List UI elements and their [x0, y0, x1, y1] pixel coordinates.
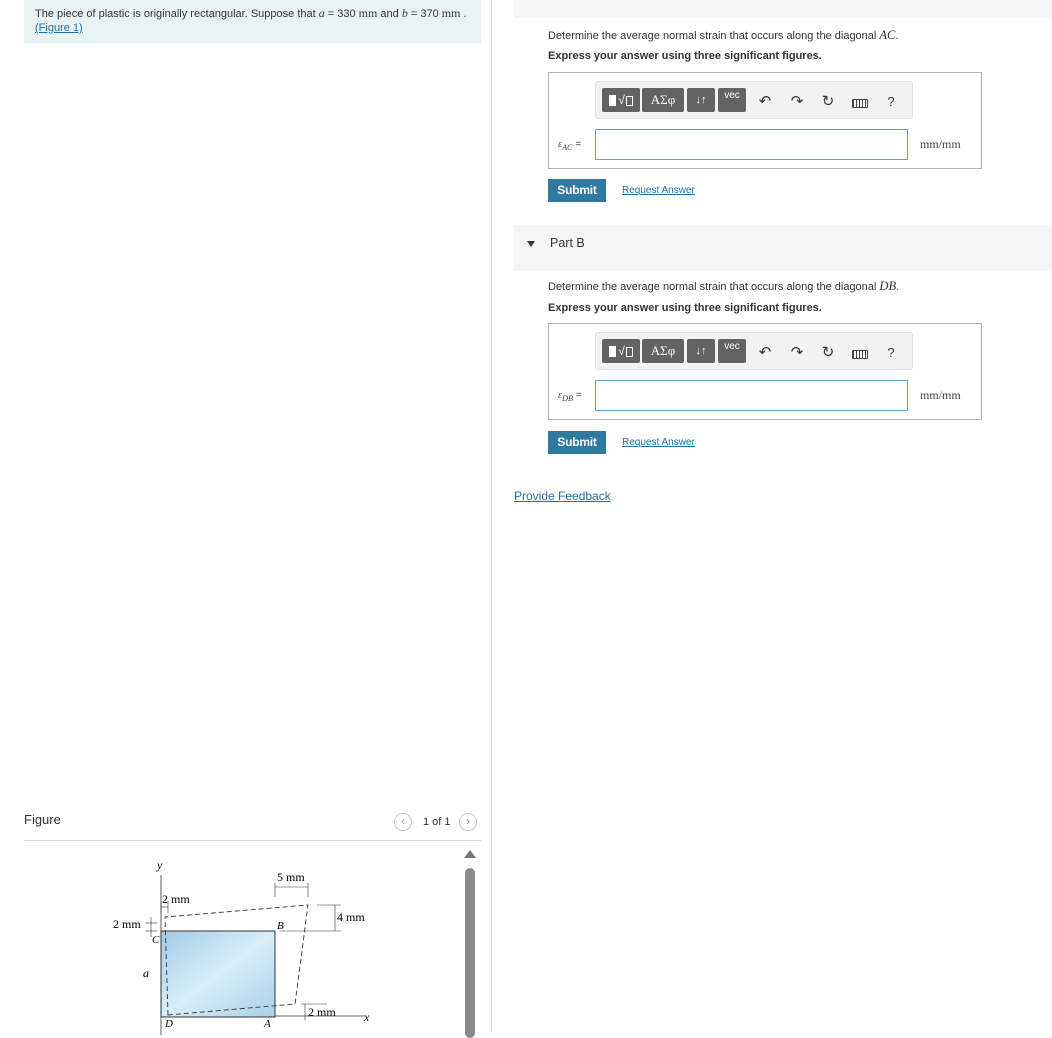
part-b-math-toolbar	[595, 332, 913, 370]
template-block-icon	[609, 346, 616, 357]
part-a-question	[548, 28, 898, 43]
var-b: b	[401, 6, 408, 20]
dim-label-2mm-bottom: 2 mm	[308, 1005, 336, 1019]
part-b-header[interactable]	[514, 225, 1052, 271]
part-a-question-text: Determine the average normal strain that occurs along the diagonal	[548, 30, 880, 42]
sqrt-icon: √	[618, 344, 625, 358]
next-figure-button[interactable]: ›	[459, 813, 477, 831]
part-a-header-band	[514, 0, 1052, 18]
help-icon[interactable]: ?	[887, 94, 895, 109]
part-a-variable-label	[558, 139, 581, 152]
provide-feedback-link[interactable]: Provide Feedback	[514, 489, 611, 503]
part-b-question	[548, 279, 899, 294]
keyboard-icon[interactable]	[851, 345, 869, 362]
unit-b: mm	[441, 6, 461, 20]
part-a-request-answer-link[interactable]: Request Answer	[622, 185, 695, 196]
right-panel	[514, 0, 1052, 1032]
x-axis-label: x	[364, 1010, 370, 1024]
corner-label-C: C	[152, 934, 160, 946]
templates-button[interactable]	[602, 88, 640, 112]
part-b-question-end: .	[896, 281, 900, 293]
left-panel	[0, 0, 492, 1032]
part-a-answer-box	[548, 72, 982, 169]
y-axis-label: y	[157, 858, 163, 872]
corner-label-B: B	[277, 920, 284, 932]
part-b-variable-label	[558, 390, 582, 403]
help-icon[interactable]: ?	[887, 345, 895, 360]
subscript-superscript-button[interactable]: ↓↑	[687, 339, 715, 363]
figure-scrollbar[interactable]	[465, 868, 475, 1038]
dim-label-2mm-left: 2 mm	[113, 917, 141, 931]
part-a-subscript: AC	[561, 143, 573, 152]
part-b-subscript: DB	[561, 394, 574, 403]
part-a-instruction: Express your answer using three significant figures.	[548, 50, 822, 62]
problem-and: and	[377, 8, 402, 20]
sqrt-icon: √	[618, 93, 625, 107]
reset-icon[interactable]: ↻	[821, 344, 835, 361]
dim-label-2mm-top: 2 mm	[162, 892, 190, 906]
column-divider	[491, 0, 492, 1032]
part-b-request-answer-link[interactable]: Request Answer	[622, 437, 695, 448]
problem-text: The piece of plastic is originally rectangular. Suppose that	[35, 8, 319, 20]
plastic-plate	[161, 931, 275, 1017]
dim-label-5mm: 5 mm	[277, 870, 305, 884]
part-b-unit: mm/mm	[920, 388, 961, 402]
corner-label-D: D	[165, 1018, 173, 1030]
part-b-title: Part B	[550, 236, 585, 250]
redo-icon[interactable]: ↷	[790, 93, 804, 110]
figure-link[interactable]: (Figure 1)	[35, 22, 83, 34]
equals-sign: =	[572, 139, 582, 150]
vector-button[interactable]: vec	[718, 88, 746, 112]
value-a: = 330	[324, 8, 359, 20]
dim-label-4mm: 4 mm	[337, 910, 365, 924]
part-a-unit: mm/mm	[920, 137, 961, 151]
epsilon-symbol: ε	[558, 390, 562, 401]
part-a-answer-input[interactable]	[595, 129, 908, 160]
templates-button[interactable]	[602, 339, 640, 363]
subscript-superscript-button[interactable]: ↓↑	[687, 88, 715, 112]
value-b: = 370	[407, 8, 442, 20]
corner-label-A: A	[264, 1018, 271, 1030]
problem-statement	[24, 0, 481, 43]
epsilon-symbol: ε	[558, 139, 562, 150]
scroll-up-arrow-icon[interactable]	[464, 850, 476, 858]
part-a-math-toolbar	[595, 81, 913, 119]
undo-icon[interactable]: ↶	[758, 93, 772, 110]
template-box-icon	[626, 347, 633, 357]
part-b-submit-button[interactable]: Submit	[548, 431, 606, 454]
collapse-caret-icon[interactable]	[527, 241, 535, 247]
template-block-icon	[609, 95, 616, 106]
figure-title: Figure	[24, 812, 61, 827]
part-b-question-text: Determine the average normal strain that occurs along the diagonal	[548, 281, 880, 293]
part-b-instruction: Express your answer using three significant figures.	[548, 302, 822, 314]
var-a: a	[318, 6, 325, 20]
part-b-answer-box	[548, 323, 982, 420]
part-a-submit-button[interactable]: Submit	[548, 179, 606, 202]
part-a-question-end: .	[895, 30, 899, 42]
vector-button[interactable]: vec	[718, 339, 746, 363]
unit-a: mm	[358, 6, 378, 20]
figure-header	[24, 812, 481, 841]
part-b-answer-input[interactable]	[595, 380, 908, 411]
figure-counter: 1 of 1	[423, 816, 451, 828]
part-b-diagonal: DB	[879, 279, 897, 293]
previous-figure-button[interactable]: ‹	[394, 813, 412, 831]
template-box-icon	[626, 96, 633, 106]
figure-diagram	[105, 855, 395, 1035]
undo-icon[interactable]: ↶	[758, 344, 772, 361]
greek-symbols-button[interactable]: ΑΣφ	[642, 339, 684, 363]
label-a: a	[143, 966, 149, 980]
equals-sign: =	[573, 390, 582, 401]
keyboard-icon[interactable]	[851, 94, 869, 111]
part-a-diagonal: AC	[879, 28, 896, 42]
reset-icon[interactable]: ↻	[821, 93, 835, 110]
greek-symbols-button[interactable]: ΑΣφ	[642, 88, 684, 112]
problem-end: .	[460, 8, 467, 20]
redo-icon[interactable]: ↷	[790, 344, 804, 361]
